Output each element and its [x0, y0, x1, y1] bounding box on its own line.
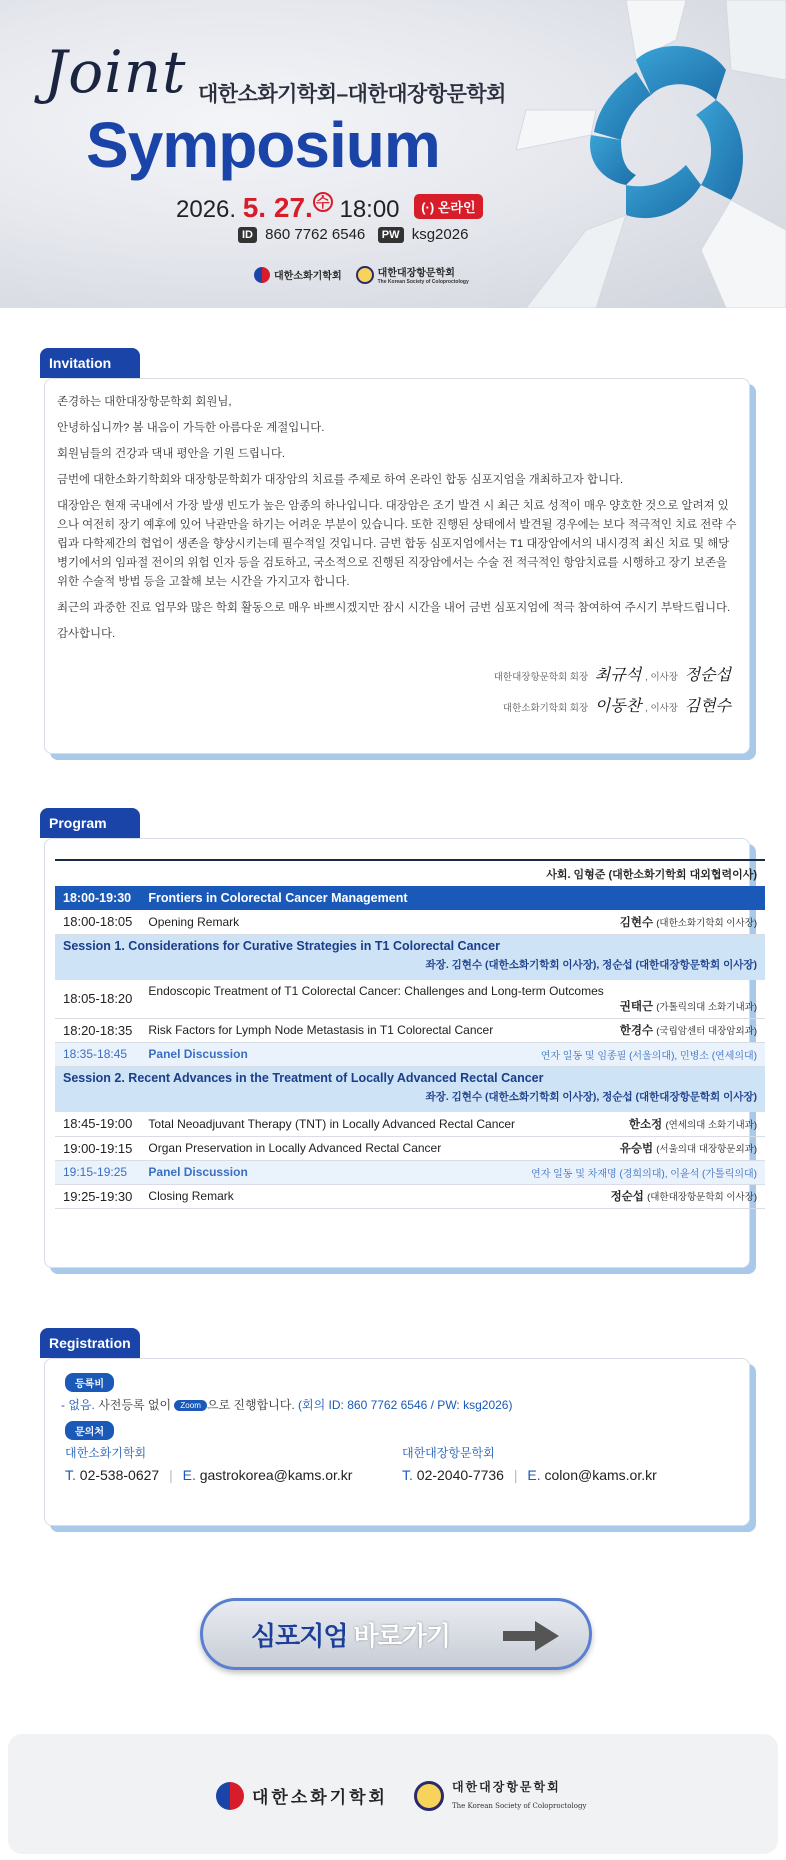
contact-label: 문의처 [65, 1421, 114, 1440]
panel-row: 19:15-19:25 Panel Discussion 연자 일동 및 차재명 (경희의대), 이윤석 (가톨릭의대) [55, 1160, 765, 1184]
kams-logo-text: 대한소화기학회 [274, 271, 342, 282]
table-row: 18:05-18:20 Endoscopic Treatment of T1 Colorectal Cancer: Challenges and Long-term Outcomes 권태근 (가톨릭의대 소화기내과) [55, 980, 765, 1018]
id-tag: ID [238, 227, 257, 243]
registration-section [40, 1328, 750, 1534]
fee-label: 등록비 [65, 1373, 114, 1392]
invitation-text [45, 379, 749, 661]
registration-box [44, 1358, 750, 1526]
invitation-paragraph: 회원님들의 건강과 댁내 평안을 기원 드립니다. [57, 448, 286, 460]
invitation-paragraph: 최근의 과중한 진료 업무와 많은 학회 활동으로 매우 바쁘시겠지만 잠시 시간을 내어 금번 심포지엄에 적극 참여하여 주시기 부탁드립니다. [57, 602, 731, 614]
zoom-badge: Zoom [174, 1400, 206, 1411]
event-month-day: 5. 27. [242, 192, 313, 223]
invitation-paragraph: 감사합니다. [57, 628, 116, 640]
meeting-credentials [238, 226, 468, 243]
signature-line-1: 대한대장항문학회 회장 최규석 , 이사장 정순섭 [493, 665, 731, 684]
signature-chair-2: 김현수 [684, 696, 731, 715]
kams-logo-icon [254, 267, 270, 283]
session-1-row: Session 1. Considerations for Curative Strategies in T1 Colorectal Cancer 좌장. 김현수 (대한소화기학회 이사장), 정순섭 (대한대장항문학회 이사장) [55, 934, 765, 980]
kams-email-link[interactable]: gastrokorea@kams.or.kr [199, 1467, 353, 1483]
joint-title: Joint [44, 38, 187, 106]
event-date [176, 192, 483, 224]
contact-kams: 대한소화기학회 T. 02-538-0627 | E. gastrokorea@kams.or.kr [65, 1446, 353, 1483]
signature-line-2: 대한소화기학회 회장 이동찬 , 이사장 김현수 [502, 696, 731, 715]
broadcast-icon: · [425, 200, 430, 215]
kscp-phone[interactable]: 02-2040-7736 [416, 1467, 504, 1483]
kams-logo-icon [216, 1782, 244, 1810]
online-badge: (·) 온라인 [414, 194, 482, 219]
session-2-row: Session 2. Recent Advances in the Treatment of Locally Advanced Rectal Cancer 좌장. 김현수 (대한소화기학회 이사장), 정순섭 (대한대장항문학회 이사장) [55, 1066, 765, 1112]
invitation-section [40, 348, 750, 758]
meeting-id: 860 7762 6546 [265, 226, 366, 243]
program-section [40, 808, 758, 1278]
invitation-paragraph: 대장암은 현재 국내에서 가장 발생 빈도가 높은 암종의 하나입니다. 대장암은 조기 발견 시 최근 치료 성적이 매우 양호한 것으로 알려져 있으나 여전히 장기 예후에 있어 낙관만을 하기는 어려운 부분이 있습니다. 또한 진행된 상태에서 발견될 경우에는 보다 적극적인 치료 전략 수립과 다학제간의 협업이 생존을 향상시키는데 필수적일 것입니다. 금번 합동 심포지엄에서는 T1 대장암에서의 내시경적 최신 치료 및 해당 병기에서의 임파절 전이의 위험 인자 등을 검토하고, 국소적으로 진행된 직장암에서는 수술 전 적극적인 항암치료를 시행하고 장기 보존을 위한 수술적 방법 등을 고찰해 보는 시간을 가지고자 합니다. [57, 500, 737, 588]
registration-tab: Registration [40, 1328, 140, 1358]
arrow-right-icon [503, 1621, 559, 1651]
footer-kams-logo: 대한소화기학회 [216, 1782, 388, 1810]
go-to-symposium-button[interactable]: 심포지엄 바로가기 [200, 1598, 592, 1670]
pw-tag: PW [378, 227, 404, 243]
kscp-logo-icon [356, 266, 374, 284]
co-host-subtitle: 대한소화기학회–대한대장항문학회 [198, 83, 506, 106]
program-table [55, 859, 765, 1209]
signature-president-2: 이동찬 [594, 696, 642, 715]
signature-chair-1: 정순섭 [684, 665, 731, 684]
meeting-pw: ksg2026 [411, 226, 469, 243]
symposium-title: Symposium [86, 109, 440, 181]
host-row: 사회. 임형준 (대한소화기학회 대외협력이사) [55, 860, 765, 886]
hero-banner [0, 0, 786, 308]
program-box [44, 838, 758, 1268]
kams-phone[interactable]: 02-538-0627 [79, 1467, 160, 1483]
kscp-logo-text: 대한대장항문학회 The Korean Society of Coloproctology [377, 268, 469, 285]
hero-logos [254, 264, 469, 285]
table-row: 18:00-18:05 Opening Remark 김현수 (대한소화기학회 이사장) [55, 910, 765, 934]
table-row: 18:20-18:35 Risk Factors for Lymph Node Metastasis in T1 Colorectal Cancer 한경수 (국립암센터 대장암외과) [55, 1018, 765, 1042]
joined-hands-illustration [486, 0, 786, 308]
invitation-paragraph: 금번에 대한소화기학회와 대장항문학회가 대장암의 치료를 주제로 하여 온라인 합동 심포지엄을 개최하고자 합니다. [57, 474, 624, 486]
invitation-paragraph: 안녕하십니까? 봄 내음이 가득한 아름다운 계절입니다. [57, 422, 325, 434]
footer [8, 1734, 778, 1854]
main-session-row: 18:00-19:30 Frontiers in Colorectal Cancer Management [55, 886, 765, 910]
event-weekday: 수 [313, 192, 333, 212]
event-year: 2026. [176, 196, 237, 223]
invitation-box [44, 378, 750, 754]
contact-kscp: 대한대장항문학회 T. 02-2040-7736 | E. colon@kams.or.kr [402, 1446, 657, 1483]
invitation-tab: Invitation [40, 348, 140, 378]
signatures [45, 661, 749, 723]
panel-row: 18:35-18:45 Panel Discussion 연자 일동 및 임종필 (서울의대), 민병소 (연세의대) [55, 1042, 765, 1066]
program-tab: Program [40, 808, 140, 838]
footer-kscp-logo: 대한대장항문학회 The Korean Society of Coloproctology [414, 1778, 586, 1813]
table-row: 19:25-19:30 Closing Remark 정순섭 (대한대장항문학회 이사장) [55, 1184, 765, 1208]
fee-info: - 없음. 사전등록 없이 Zoom 으로 진행합니다. (회의 ID: 860 7762 6546 / PW: ksg2026) [61, 1398, 513, 1412]
kscp-logo-icon [414, 1781, 444, 1811]
signature-president-1: 최규석 [594, 665, 642, 684]
event-time: 18:00 [339, 196, 400, 223]
invitation-paragraph: 존경하는 대한대장항문학회 회원님, [57, 396, 232, 408]
table-row: 18:45-19:00 Total Neoadjuvant Therapy (TNT) in Locally Advanced Rectal Cancer 한소정 (연세의대 소화기내과) [55, 1112, 765, 1136]
table-row: 19:00-19:15 Organ Preservation in Locally Advanced Rectal Cancer 유승범 (서울의대 대장항문외과) [55, 1136, 765, 1160]
meeting-info: (회의 ID: 860 7762 6546 / PW: ksg2026) [298, 1398, 513, 1412]
kscp-email-link[interactable]: colon@kams.or.kr [544, 1467, 657, 1483]
contacts [65, 1444, 739, 1483]
